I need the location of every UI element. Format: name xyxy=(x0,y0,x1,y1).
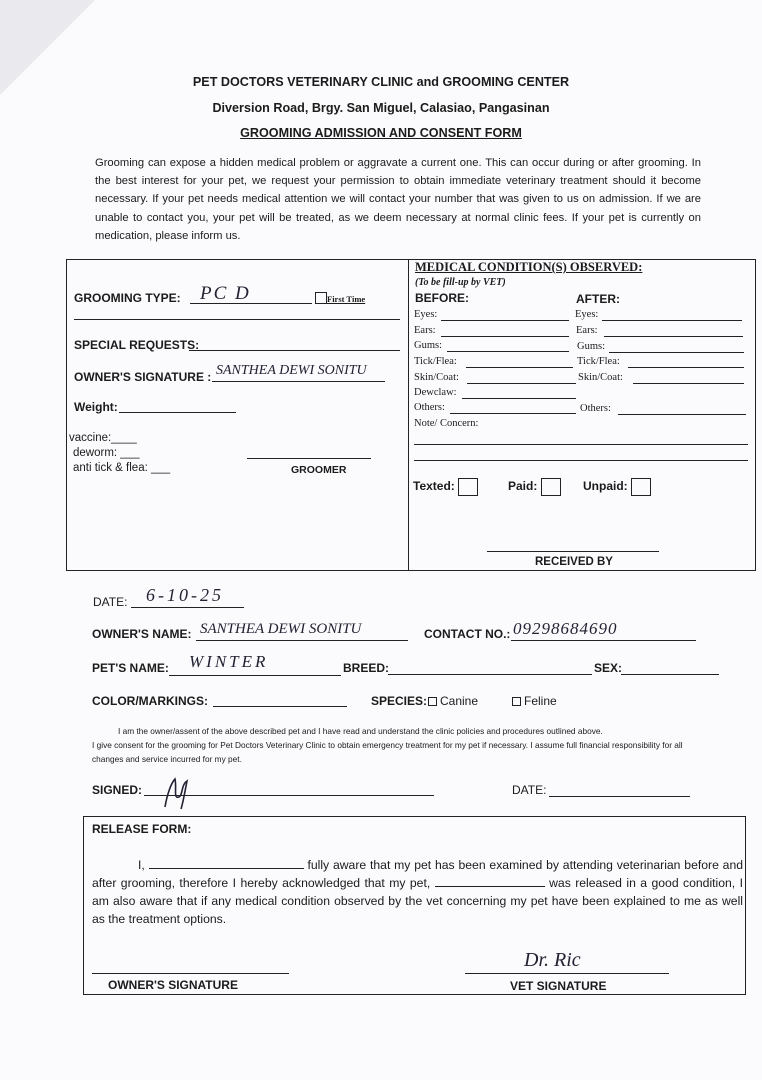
before-gums-line[interactable] xyxy=(447,351,569,352)
release-vet-line xyxy=(465,973,669,974)
before-ears: Ears: xyxy=(414,325,436,336)
grooming-medical-box xyxy=(66,259,756,571)
release-owner-label: OWNER'S SIGNATURE xyxy=(108,978,238,992)
groomer-line xyxy=(247,458,371,459)
before-dewclaw-line[interactable] xyxy=(462,398,576,399)
owner-signature-label: OWNER'S SIGNATURE : xyxy=(74,370,212,384)
owner-signature-scribble[interactable] xyxy=(157,775,197,811)
texted-checkbox[interactable] xyxy=(458,478,478,496)
deworm-field: deworm: ___ xyxy=(73,447,140,459)
note-concern: Note/ Concern: xyxy=(414,418,479,429)
signed-date-label: DATE: xyxy=(512,783,547,797)
color-label: COLOR/MARKINGS: xyxy=(92,694,208,708)
color-line[interactable] xyxy=(213,706,347,707)
pet-name-line xyxy=(169,675,341,676)
release-name-blank[interactable] xyxy=(149,858,304,869)
after-ears-line[interactable] xyxy=(604,336,743,337)
breed-line[interactable] xyxy=(388,674,592,675)
signed-date-line[interactable] xyxy=(549,796,690,797)
before-eyes: Eyes: xyxy=(414,309,438,320)
before-skincoat: Skin/Coat: xyxy=(414,372,459,383)
weight-line[interactable] xyxy=(119,412,236,413)
sex-label: SEX: xyxy=(594,661,623,675)
grooming-type-value[interactable]: PC D xyxy=(200,283,251,304)
before-tickflea-line[interactable] xyxy=(466,367,573,368)
species-label: SPECIES: xyxy=(371,694,428,708)
canine-checkbox[interactable] xyxy=(428,697,437,706)
after-ears: Ears: xyxy=(576,325,598,336)
date-line xyxy=(131,607,244,608)
after-gums-line[interactable] xyxy=(609,352,744,353)
before-gums: Gums: xyxy=(414,340,443,351)
after-gums: Gums: xyxy=(577,341,606,352)
after-heading: AFTER: xyxy=(576,292,620,306)
intro-paragraph: Grooming can expose a hidden medical problem or aggravate a current one. This can occur during or after grooming. In the best interest for your pet, we request your permission to obtain immediate veterinary treatment should it become necessary. If your pet needs medical attention we will contact your number that was given to us on admission. If we are unable to contact you, your pet will be treated, as we deem necessary at normal clinic fees. If your pet is currently on medication, please inform us. xyxy=(95,157,701,242)
medical-subtitle: (To be fill-up by VET) xyxy=(415,277,506,288)
sex-line[interactable] xyxy=(621,674,719,675)
contact-label: CONTACT NO.: xyxy=(424,627,511,641)
consent-line-2: I give consent for the grooming for Pet Doctors Veterinary Clinic to obtain emergency treatment for my pet if necessary. I assume full financial responsibility for all changes and service incurred for my pet. xyxy=(92,740,683,764)
clinic-name: PET DOCTORS VETERINARY CLINIC and GROOMING CENTER xyxy=(192,75,570,89)
after-others-line[interactable] xyxy=(618,414,746,415)
texted-label: Texted: xyxy=(413,478,478,496)
contact-line xyxy=(511,640,696,641)
before-heading: BEFORE: xyxy=(415,291,469,305)
consent-line-1: I am the owner/assent of the above described pet and I have read and understand the clinic policies and procedures outlined above. xyxy=(118,726,603,736)
release-title: RELEASE FORM: xyxy=(92,822,192,836)
grooming-type-line2 xyxy=(74,319,400,320)
feline-label: Feline xyxy=(524,694,557,708)
canine-label: Canine xyxy=(440,694,479,708)
note-line-2[interactable] xyxy=(414,460,748,461)
pet-name-value[interactable]: WINTER xyxy=(189,652,269,671)
owner-signature-line xyxy=(212,381,385,382)
after-eyes-line[interactable] xyxy=(602,320,742,321)
form-title: GROOMING ADMISSION AND CONSENT FORM xyxy=(240,126,522,140)
feline-checkbox[interactable] xyxy=(512,697,521,706)
after-others: Others: xyxy=(580,403,611,414)
antitick-field: anti tick & flea: ___ xyxy=(73,462,171,474)
before-ears-line[interactable] xyxy=(441,336,569,337)
owner-name-label: OWNER'S NAME: xyxy=(92,627,192,641)
pet-name-label: PET'S NAME: xyxy=(92,661,169,675)
release-paragraph: I, fully aware that my pet has been examined by attending veterinarian before and after grooming, therefore I hereby acknowledged that my pet, was released in a good condition, I am also aware that if any medical condition observed by the vet concerning my pet have been explained to me as well as the treatment options. xyxy=(92,858,744,926)
vaccine-field: vaccine:____ xyxy=(69,432,137,444)
release-pet-blank[interactable] xyxy=(435,876,545,887)
release-vet-label: VET SIGNATURE xyxy=(510,979,607,993)
breed-label: BREED: xyxy=(343,661,390,675)
before-dewclaw: Dewclaw: xyxy=(414,387,457,398)
contact-value[interactable]: 09298684690 xyxy=(513,619,618,638)
after-skincoat: Skin/Coat: xyxy=(578,372,623,383)
owner-name-line xyxy=(196,640,408,641)
unpaid-label: Unpaid: xyxy=(583,478,651,496)
after-tickflea: Tick/Flea: xyxy=(577,356,620,367)
groomer-label: GROOMER xyxy=(291,464,347,476)
after-skincoat-line[interactable] xyxy=(633,383,744,384)
after-eyes: Eyes: xyxy=(575,309,599,320)
date-value[interactable]: 6-10-25 xyxy=(146,585,224,605)
special-requests-line[interactable] xyxy=(189,350,400,351)
before-eyes-line[interactable] xyxy=(441,320,569,321)
before-others-line[interactable] xyxy=(450,413,576,414)
date-label: DATE: xyxy=(93,595,128,609)
received-by-label: RECEIVED BY xyxy=(535,556,613,568)
special-requests-label: SPECIAL REQUESTS: xyxy=(74,338,200,352)
clinic-address: Diversion Road, Brgy. San Miguel, Calasiao, Pangasinan xyxy=(212,101,550,115)
unpaid-checkbox[interactable] xyxy=(631,478,651,496)
signed-label: SIGNED: xyxy=(92,783,143,797)
vet-signature-value[interactable]: Dr. Ric xyxy=(524,949,581,971)
owner-signature-value[interactable]: SANTHEA DEWI SONITU xyxy=(216,363,367,378)
before-skincoat-line[interactable] xyxy=(467,383,576,384)
after-tickflea-line[interactable] xyxy=(628,367,744,368)
owner-name-value[interactable]: SANTHEA DEWI SONITU xyxy=(200,621,362,637)
box-divider xyxy=(408,259,409,571)
grooming-type-label: GROOMING TYPE: xyxy=(74,291,181,305)
medical-title: MEDICAL CONDITION(S) OBSERVED: xyxy=(415,260,643,274)
weight-label: Weight: xyxy=(74,400,118,414)
first-time-checkbox[interactable] xyxy=(315,292,327,304)
received-by-line xyxy=(487,551,659,552)
before-others: Others: xyxy=(414,402,445,413)
first-time-label: First Time xyxy=(327,294,366,304)
paid-label: Paid: xyxy=(508,478,561,496)
note-line-1[interactable] xyxy=(414,444,748,445)
before-tickflea: Tick/Flea: xyxy=(414,356,457,367)
release-owner-line[interactable] xyxy=(92,973,289,974)
paid-checkbox[interactable] xyxy=(541,478,561,496)
